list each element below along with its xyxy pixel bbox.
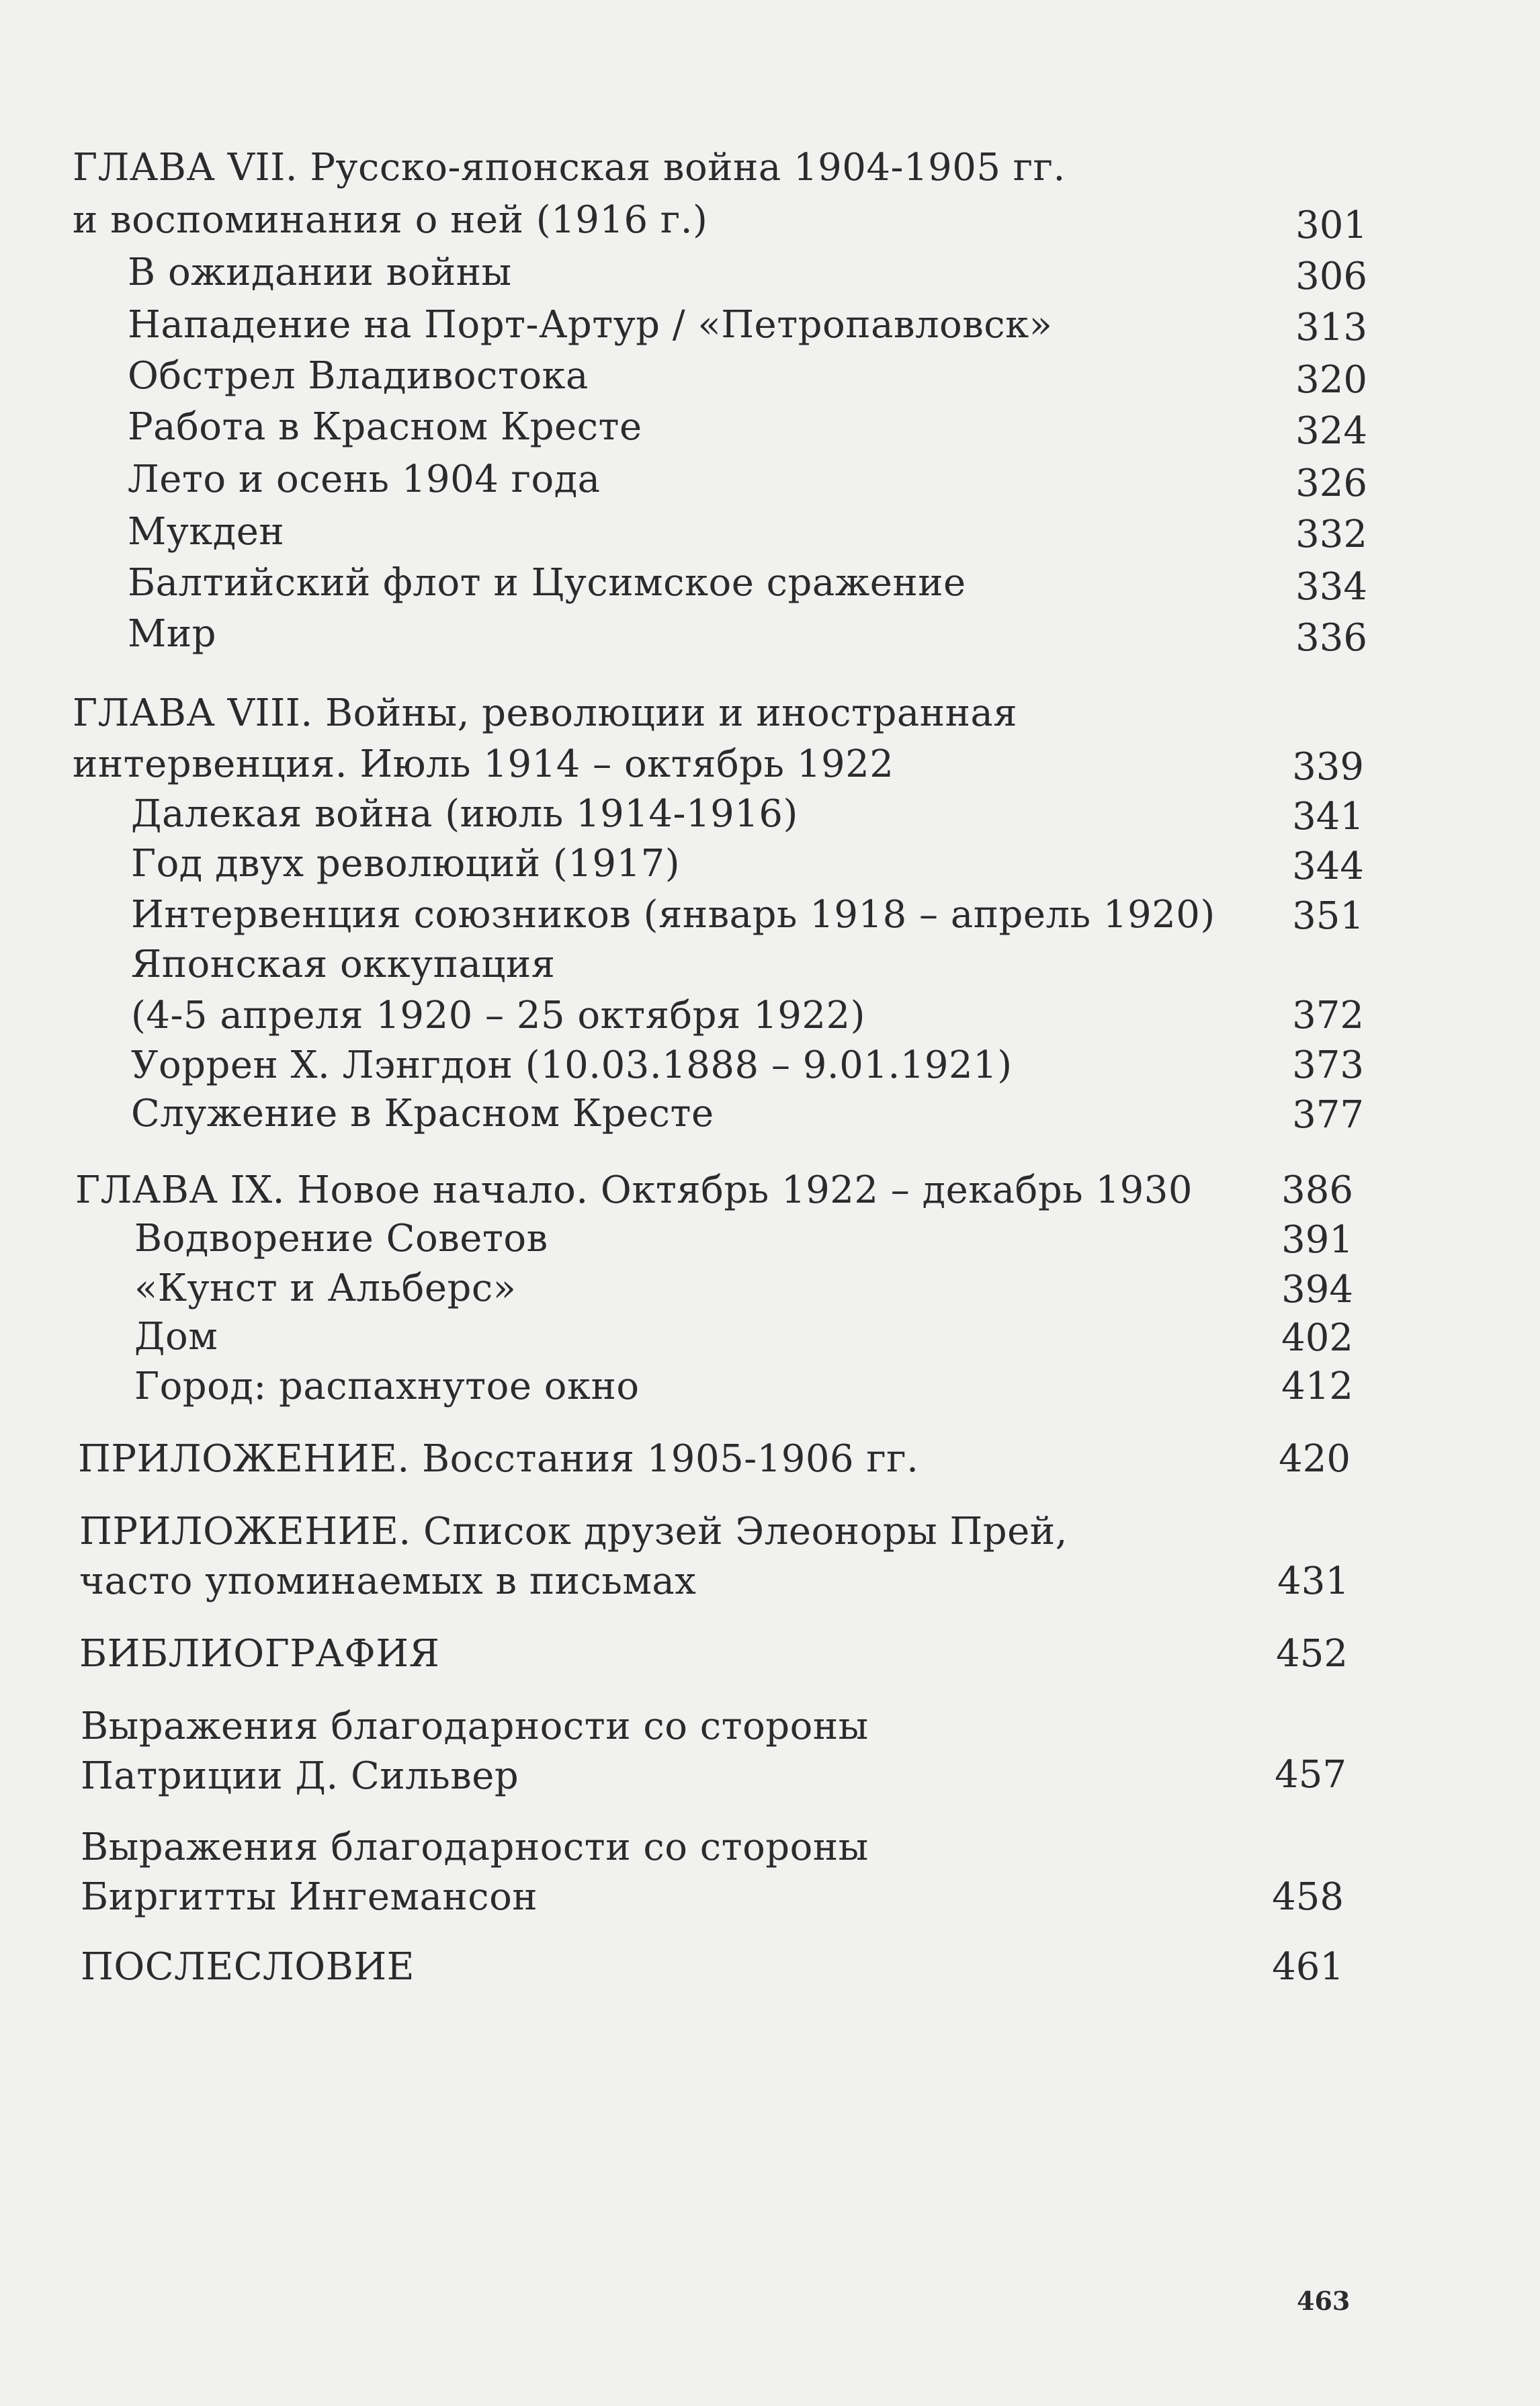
page-number: 463 bbox=[1297, 2286, 1351, 2316]
toc-item-page: 334 bbox=[1295, 565, 1367, 609]
toc-item-label: Служение в Красном Кресте bbox=[131, 1092, 714, 1135]
appendix-2-page: 431 bbox=[1277, 1559, 1349, 1603]
toc-item-label: Далекая война (июль 1914-1916) bbox=[131, 792, 798, 836]
toc-item-label: Японская оккупация bbox=[131, 943, 556, 986]
thanks-1-title-line2: Патриции Д. Сильвер bbox=[81, 1754, 519, 1798]
toc-item-label: Год двух революций (1917) bbox=[131, 842, 681, 886]
toc-item-page: 313 bbox=[1295, 306, 1367, 349]
thanks-1-title-line1: Выражения благодарности со стороны bbox=[81, 1705, 869, 1748]
toc-item-label: Балтийский флот и Цусимское сражение bbox=[128, 561, 966, 605]
toc-item-label: Обстрел Владивостока bbox=[128, 354, 589, 398]
chapter-7-title-line2: и воспоминания о ней (1916 г.) bbox=[73, 198, 708, 242]
toc-item-page: 394 bbox=[1281, 1268, 1353, 1312]
chapter-8-page: 339 bbox=[1292, 745, 1364, 789]
chapter-8-title-line2: интервенция. Июль 1914 – октябрь 1922 bbox=[73, 742, 894, 786]
toc-item-page: 372 bbox=[1292, 994, 1364, 1037]
toc-item-page: 332 bbox=[1295, 513, 1367, 556]
toc-item-label: Мир bbox=[128, 612, 217, 656]
bibliography-page: 452 bbox=[1276, 1632, 1348, 1676]
toc-item-label: Уоррен Х. Лэнгдон (10.03.1888 – 9.01.1921) bbox=[131, 1043, 1013, 1087]
toc-item-label: «Кунст и Альберс» bbox=[134, 1266, 517, 1310]
chapter-9-page: 386 bbox=[1281, 1168, 1353, 1212]
toc-item-page: 351 bbox=[1292, 894, 1364, 938]
appendix-2-title-line2: часто упоминаемых в письмах bbox=[79, 1559, 697, 1603]
thanks-2-title-line1: Выражения благодарности со стороны bbox=[81, 1825, 869, 1869]
toc-item-page: 344 bbox=[1292, 845, 1364, 888]
toc-item-page: 373 bbox=[1292, 1043, 1364, 1087]
appendix-2-title-line1: ПРИЛОЖЕНИЕ. Список друзей Элеоноры Прей, bbox=[79, 1510, 1068, 1553]
toc-item-label: Интервенция союзников (январь 1918 – апрель 1920) bbox=[131, 893, 1215, 937]
toc-item-label: Мукден bbox=[128, 510, 285, 554]
bibliography-title: БИБЛИОГРАФИЯ bbox=[79, 1632, 440, 1676]
toc-item-page: 320 bbox=[1295, 358, 1367, 402]
toc-item-label: Нападение на Порт-Артур / «Петропавловск» bbox=[128, 303, 1053, 347]
toc-item-page: 336 bbox=[1295, 616, 1367, 660]
afterword-title: ПОСЛЕСЛОВИЕ bbox=[81, 1945, 415, 1989]
toc-item-label: В ожидании войны bbox=[128, 251, 512, 294]
toc-item-label: Город: распахнутое окно bbox=[134, 1365, 640, 1408]
toc-item-page: 306 bbox=[1295, 255, 1367, 298]
toc-item-label-line2: (4-5 апреля 1920 – 25 октября 1922) bbox=[131, 994, 865, 1037]
toc-item-page: 391 bbox=[1281, 1218, 1353, 1262]
chapter-7-page: 301 bbox=[1295, 204, 1367, 247]
thanks-1-page: 457 bbox=[1275, 1753, 1346, 1797]
toc-item-label: Работа в Красном Кресте bbox=[128, 405, 642, 449]
toc-item-page: 412 bbox=[1281, 1365, 1353, 1408]
toc-item-page: 377 bbox=[1292, 1093, 1364, 1137]
appendix-1-title: ПРИЛОЖЕНИЕ. Восстания 1905-1906 гг. bbox=[78, 1437, 919, 1481]
thanks-2-title-line2: Биргитты Ингемансон bbox=[81, 1875, 538, 1919]
toc-item-label: Дом bbox=[134, 1315, 218, 1359]
toc-item-page: 326 bbox=[1295, 462, 1367, 505]
chapter-8-title-line1: ГЛАВА VIII. Войны, революции и иностранная bbox=[73, 691, 1018, 735]
chapter-7-title-line1: ГЛАВА VII. Русско-японская война 1904-1905 гг. bbox=[73, 146, 1066, 189]
toc-item-label: Лето и осень 1904 года bbox=[128, 458, 601, 501]
toc-item-label: Водворение Советов bbox=[134, 1217, 548, 1260]
toc-item-page: 341 bbox=[1292, 795, 1364, 839]
toc-item-page: 402 bbox=[1281, 1316, 1353, 1360]
appendix-1-page: 420 bbox=[1279, 1437, 1351, 1481]
afterword-page: 461 bbox=[1272, 1945, 1344, 1989]
chapter-9-title: ГЛАВА IX. Новое начало. Октябрь 1922 – декабрь 1930 bbox=[75, 1168, 1193, 1212]
thanks-2-page: 458 bbox=[1272, 1875, 1344, 1919]
toc-item-page: 324 bbox=[1295, 409, 1367, 453]
